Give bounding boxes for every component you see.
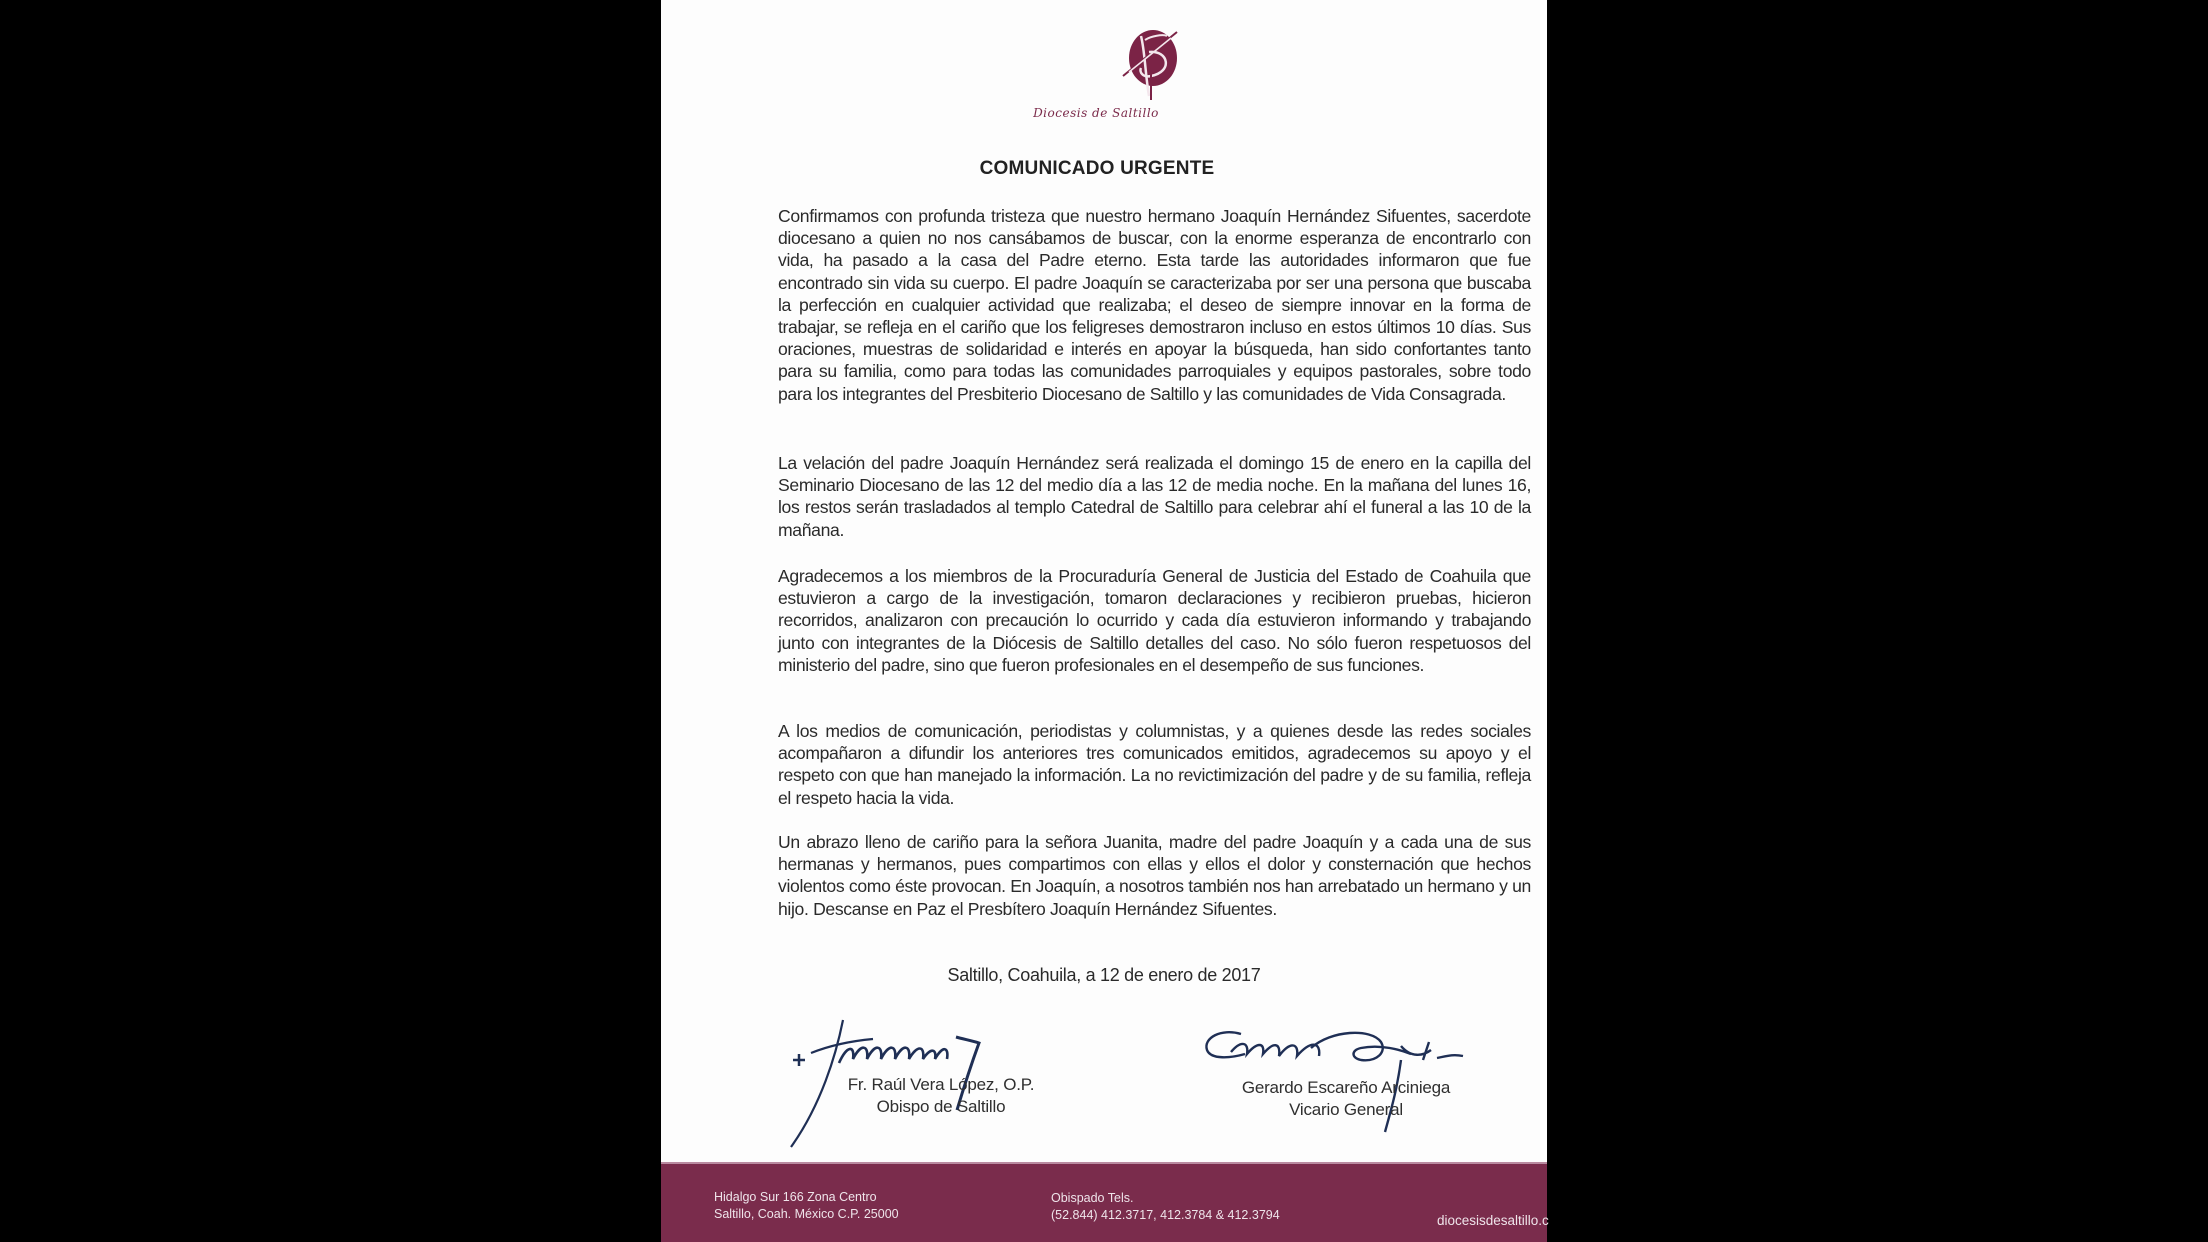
signatory-vicar <box>1221 1077 1471 1121</box>
paragraph: Agradecemos a los miembros de la Procuraduría General de Justicia del Estado de Coahuila que estuvieron a cargo de la investigación, tomaron declaraciones y recibieron pruebas, hicieron recorridos, analizaron con precaución lo ocurrido y cada día estuvieron informando y trabajando junto con integrantes de la Diócesis de Saltillo detalles del caso. No sólo fueron respetuosos del ministerio del padre, sino que fueron profesionales en el desempeño de sus funciones. <box>778 566 1531 675</box>
signatory-name: Fr. Raúl Vera López, O.P. <box>847 1075 1035 1094</box>
phones-label: Obispado Tels. <box>1051 1191 1134 1205</box>
signatory-role: Obispo de Saltillo <box>876 1097 1006 1116</box>
diocese-logo-icon <box>1111 22 1191 102</box>
document-title: COMUNICADO URGENTE <box>979 158 1215 179</box>
letter-page <box>661 0 1547 1242</box>
letterhead-footer <box>661 1162 1547 1242</box>
paragraph: A los medios de comunicación, periodistas y columnistas, y a quienes desde las redes sociales acompañaron a difundir los anteriores tres comunicados emitidos, agradecemos su apoyo y el respeto con que han manejado la información. La no revictimización del padre y de su familia, refleja el respeto hacia la vida. <box>778 721 1531 808</box>
paragraph: Un abrazo lleno de cariño para la señora Juanita, madre del padre Joaquín y a cada una de sus hermanas y hermanos, pues compartimos con ellas y ellos el dolor y consternación que hechos violentos como éste provocan. En Joaquín, a nosotros también nos han arrebatado un hermano y un hijo. Descanse en Paz el Presbítero Joaquín Hernández Sifuentes. <box>778 832 1531 919</box>
paragraph: La velación del padre Joaquín Hernández será realizada el domingo 15 de enero en la capilla del Seminario Diocesano de las 12 del medio día a las 12 de media noche. En la mañana del lunes 16, los restos serán trasladados al templo Catedral de Saltillo para celebrar ahí el funeral a las 10 de la mañana. <box>778 453 1531 540</box>
address-line: Hidalgo Sur 166 Zona Centro <box>714 1190 877 1204</box>
address-line: Saltillo, Coah. México C.P. 25000 <box>714 1207 899 1221</box>
footer-address <box>714 1189 899 1223</box>
phone-numbers: (52.844) 412.3717, 412.3784 & 412.3794 <box>1051 1208 1280 1222</box>
signatory-role: Vicario General <box>1289 1100 1403 1119</box>
paragraph: Confirmamos con profunda tristeza que nuestro hermano Joaquín Hernández Sifuentes, sacerdote diocesano a quien no nos cansábamos de buscar, con la enorme esperanza de encontrarlo con vida, ha pasado a la casa del Padre eterno. Esta tarde las autoridades informaron que fue encontrado sin vida su cuerpo. El padre Joaquín se caracterizaba por ser una persona que buscaba la perfección en cualquier actividad que realizaba; el deseo de siempre innovar en la forma de trabajar, se refleja en el cariño que los feligreses demostraron incluso en estos últimos 10 días. Sus oraciones, muestras de solidaridad e interés en apoyar la búsqueda, han sido confortantes tanto para su familia, como para todas las comunidades parroquiales y equipos pastorales, sobre todo para los integrantes del Presbiterio Diocesano de Saltillo y las comunidades de Vida Consagrada. <box>778 206 1531 404</box>
signatory-bishop <box>821 1074 1061 1118</box>
logo-text: Diocesis de Saltillo <box>1033 106 1159 120</box>
signatory-name: Gerardo Escareño Arciniega <box>1241 1078 1451 1097</box>
footer-website: diocesisdesaltillo.c <box>1437 1213 1549 1228</box>
footer-phones <box>1051 1190 1280 1224</box>
place-date: Saltillo, Coahuila, a 12 de enero de 2017 <box>947 965 1261 985</box>
